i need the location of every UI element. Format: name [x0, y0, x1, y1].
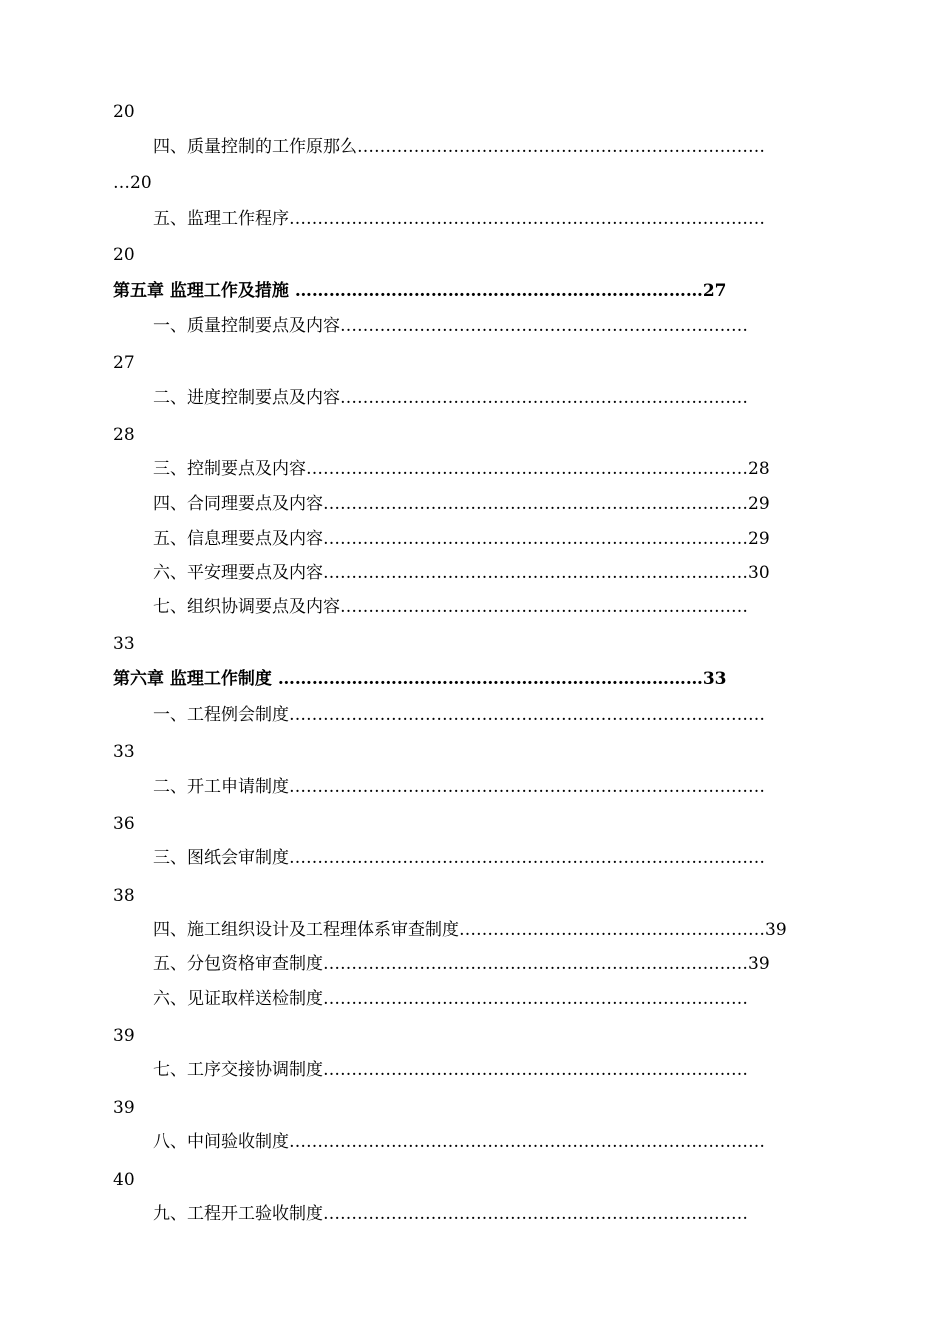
toc-line	[153, 387, 858, 409]
toc-text: 四、施工组织设计及工程理体系审查制度………………………………………………	[153, 920, 765, 940]
toc-page-number: 27	[113, 353, 135, 373]
toc-line	[153, 458, 828, 480]
toc-chapter-line	[113, 280, 803, 302]
toc-page-number: 20	[113, 245, 135, 265]
toc-line	[113, 633, 135, 655]
toc-line	[113, 1097, 135, 1119]
toc-line	[153, 1203, 858, 1225]
toc-page-number: 33	[702, 669, 727, 689]
toc-line	[113, 741, 135, 763]
toc-line	[153, 988, 858, 1010]
toc-text: 六、见证取样送检制度…………………………………………………………………	[153, 989, 748, 1009]
toc-line	[113, 1169, 135, 1191]
toc-page-number: 33	[113, 742, 135, 762]
toc-text: 一、质量控制要点及内容………………………………………………………………	[153, 316, 748, 336]
toc-page-number: 39	[113, 1026, 135, 1046]
toc-text: 五、分包资格审查制度…………………………………………………………………	[153, 954, 748, 974]
toc-text: 三、图纸会审制度…………………………………………………………………………	[153, 848, 765, 868]
toc-text: 六、平安理要点及内容…………………………………………………………………	[153, 563, 748, 583]
toc-line	[153, 1059, 858, 1081]
toc-page-number: 40	[113, 1170, 135, 1190]
toc-line	[153, 704, 858, 726]
toc-text: 第六章 监理工作制度 …………………………………………………………………	[113, 669, 703, 689]
toc-page-number: 29	[748, 494, 770, 514]
toc-line	[153, 315, 858, 337]
toc-text: 三、控制要点及内容……………………………………………………………………	[153, 459, 748, 479]
toc-page-number: 36	[113, 814, 135, 834]
toc-line	[153, 776, 858, 798]
toc-line	[153, 919, 848, 941]
toc-page-number: 38	[113, 886, 135, 906]
toc-text: 一、工程例会制度…………………………………………………………………………	[153, 705, 765, 725]
toc-page-number: 28	[748, 459, 770, 479]
toc-line	[113, 244, 135, 266]
toc-line	[113, 172, 152, 194]
toc-line	[153, 562, 848, 584]
toc-line	[153, 208, 858, 230]
toc-line	[153, 1131, 858, 1153]
toc-line	[113, 352, 135, 374]
toc-text: 四、合同理要点及内容…………………………………………………………………	[153, 494, 748, 514]
toc-line	[113, 813, 135, 835]
toc-page-number: 20	[130, 173, 152, 193]
toc-page-number: 39	[113, 1098, 135, 1118]
toc-text: 四、质量控制的工作原那么………………………………………………………………	[153, 137, 765, 157]
toc-text: 八、中间验收制度…………………………………………………………………………	[153, 1132, 765, 1152]
toc-page-number: 30	[748, 563, 770, 583]
toc-page-number: 27	[702, 281, 727, 301]
toc-text: 第五章 监理工作及措施 ………………………………………………………………	[113, 281, 703, 301]
toc-line	[153, 136, 858, 158]
toc-text: 二、开工申请制度…………………………………………………………………………	[153, 777, 765, 797]
toc-line	[113, 424, 135, 446]
toc-text: …	[113, 173, 130, 193]
toc-chapter-line	[113, 668, 843, 690]
toc-page-number: 28	[113, 425, 135, 445]
toc-page-number: 33	[113, 634, 135, 654]
toc-line	[113, 885, 135, 907]
toc-line	[153, 528, 848, 550]
toc-line	[113, 1025, 135, 1047]
toc-line	[153, 596, 858, 618]
toc-line	[153, 953, 828, 975]
toc-line	[113, 101, 135, 123]
toc-text: 五、监理工作程序…………………………………………………………………………	[153, 209, 765, 229]
toc-text: 二、进度控制要点及内容………………………………………………………………	[153, 388, 748, 408]
toc-page-number: 39	[765, 920, 787, 940]
toc-line	[153, 847, 858, 869]
toc-page-number: 39	[748, 954, 770, 974]
toc-text: 五、信息理要点及内容…………………………………………………………………	[153, 529, 748, 549]
toc-page-number: 29	[748, 529, 770, 549]
toc-page-number: 20	[113, 102, 135, 122]
toc-line	[153, 493, 848, 515]
toc-text: 九、工程开工验收制度…………………………………………………………………	[153, 1204, 748, 1224]
toc-text: 七、组织协调要点及内容………………………………………………………………	[153, 597, 748, 617]
toc-text: 七、工序交接协调制度…………………………………………………………………	[153, 1060, 748, 1080]
